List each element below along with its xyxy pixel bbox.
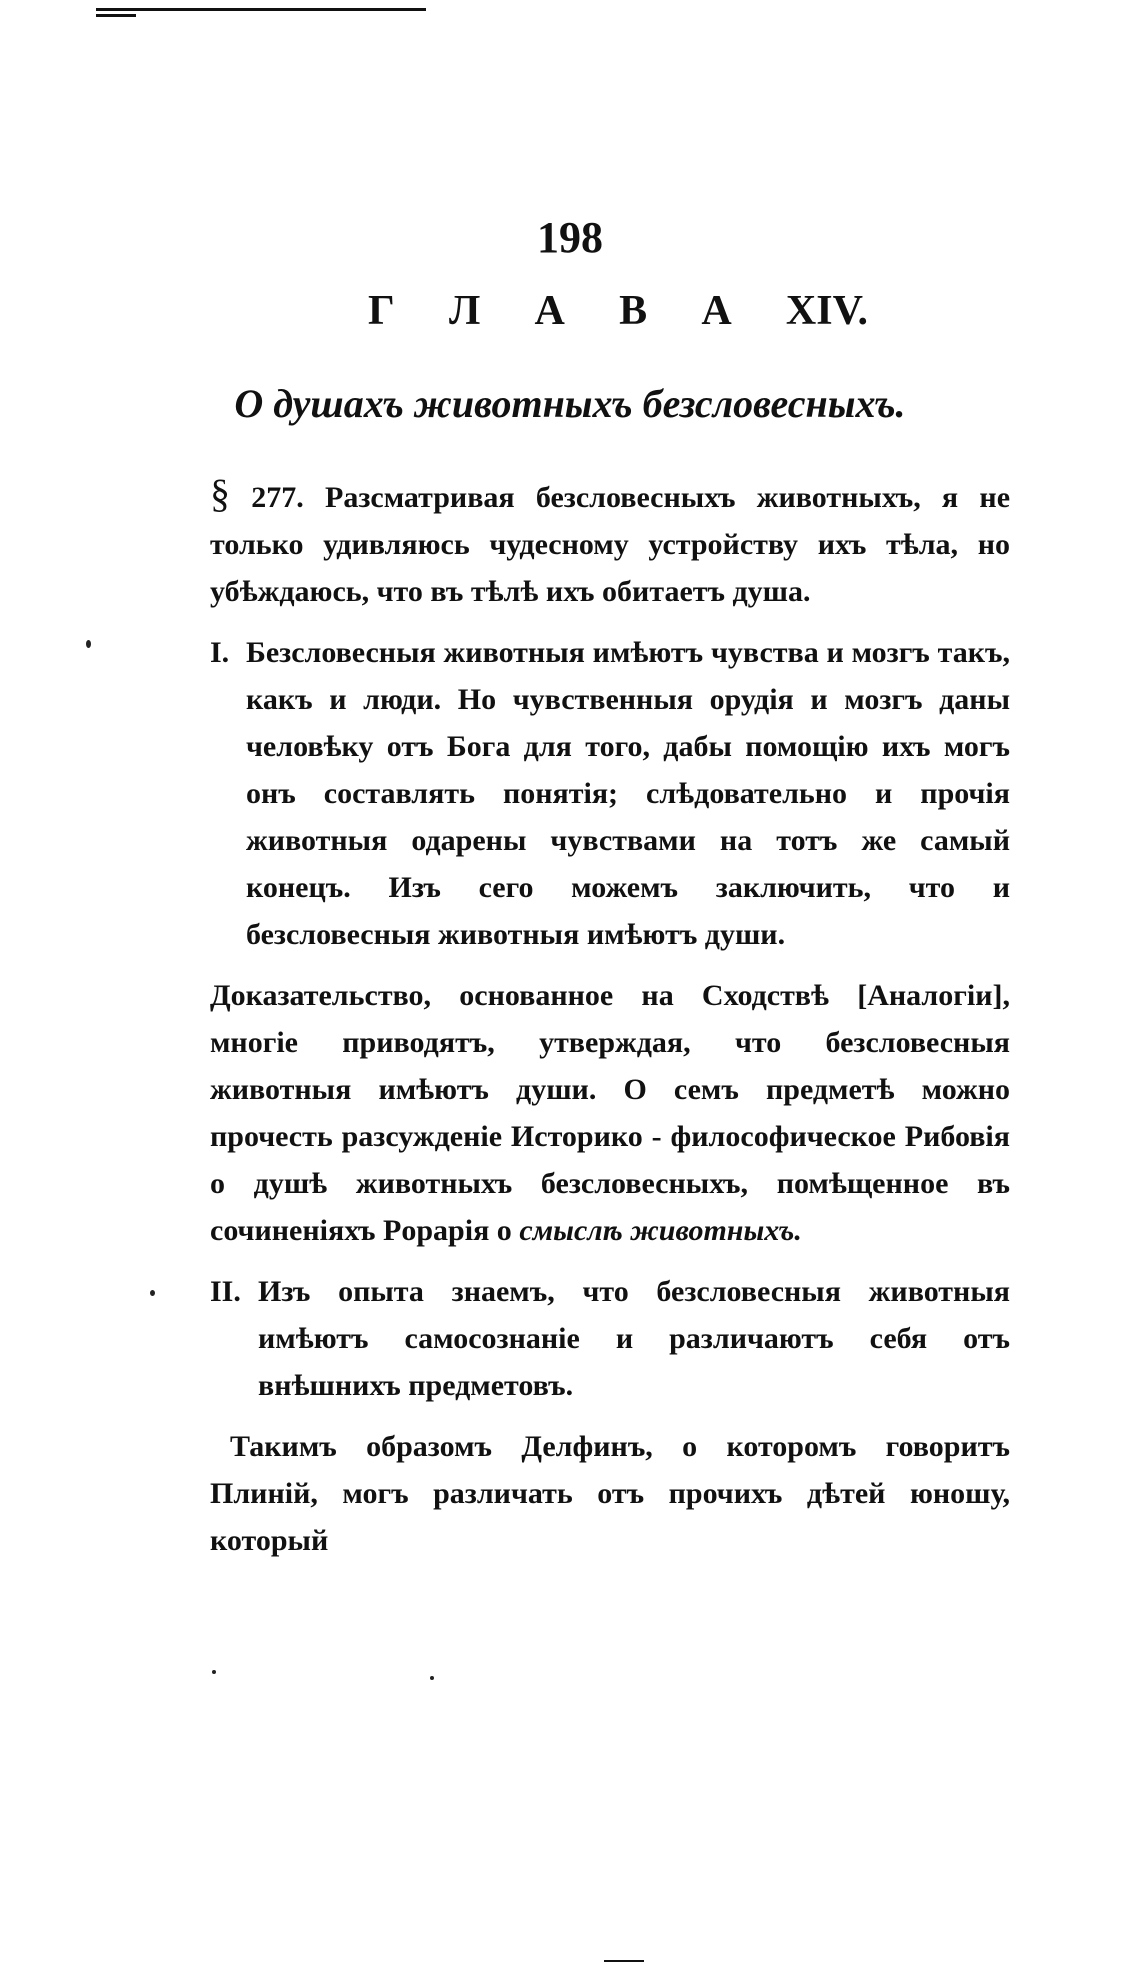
- paragraph-text: 277. Разсматривая безсловесныхъ животныхъ, я не только удивляюсь чудесному устройству ихъ тѣла, но убѣждаюсь, что въ тѣлѣ ихъ обитаетъ душа.: [210, 481, 1011, 608]
- scan-edge-mark: [96, 8, 426, 11]
- italic-title: смыслѣ животныхъ.: [519, 1214, 802, 1247]
- paragraph-dolphin: [210, 1423, 1010, 1564]
- body-text: [210, 470, 1010, 1578]
- paragraph-text: Доказательство, основанное на Сходствѣ [Аналогіи], многіе приводятъ, утверждая, что безсловесныя животныя имѣютъ души. О семъ предметѣ можно прочесть разсужденіе Историко - философическое Рибовія о душѣ животныхъ безсловесныхъ, помѣщенное въ сочиненіяхъ Popapія о: [210, 979, 1010, 1247]
- item-text: Изъ опыта знаемъ, что безсловесныя животныя имѣютъ самосознаніе и различаютъ себя отъ внѣшнихъ предметовъ.: [258, 1275, 1010, 1402]
- item-text: Безсловесныя животныя имѣютъ чувства и мозгъ такъ, какъ и люди. Но чувственныя орудія и мозгъ даны человѣку отъ Бога для того, дабы помощію ихъ могъ онъ составлять понятія; слѣдовательно и прочія животныя одарены чувствами на тотъ же самый конецъ. Изъ сего можемъ заключить, что и безсловесныя животныя имѣютъ души.: [246, 636, 1010, 951]
- item-number: I.: [210, 636, 230, 669]
- ink-speck: [86, 640, 91, 648]
- paragraph-text: Такимъ образомъ Делфинъ, о которомъ говоритъ Плиній, могъ различать отъ прочихъ дѣтей юношу, который: [210, 1430, 1010, 1557]
- chapter-letter: Л: [448, 288, 481, 334]
- numbered-item-1: [210, 629, 1010, 958]
- chapter-title: О душахъ животныхъ безсловесныхъ.: [234, 381, 906, 426]
- chapter-letter: Г: [368, 288, 395, 334]
- ink-speck: [150, 1290, 155, 1296]
- numbered-item-2: [210, 1268, 1010, 1409]
- item-number: II.: [210, 1275, 241, 1308]
- paragraph-277: [210, 470, 1010, 615]
- chapter-letter: В: [619, 288, 648, 334]
- chapter-letter: А: [701, 288, 732, 334]
- chapter-heading: [368, 285, 868, 337]
- ink-speck: [430, 1676, 434, 1680]
- page-number: 198: [537, 213, 603, 262]
- scan-edge-mark: [96, 14, 136, 17]
- ink-speck: [212, 1670, 216, 1674]
- scan-edge-mark: [604, 1960, 644, 1962]
- paragraph-analogy: [210, 972, 1010, 1254]
- chapter-number: XIV.: [785, 288, 868, 334]
- chapter-letter: А: [534, 288, 565, 334]
- section-sign: §: [210, 471, 230, 516]
